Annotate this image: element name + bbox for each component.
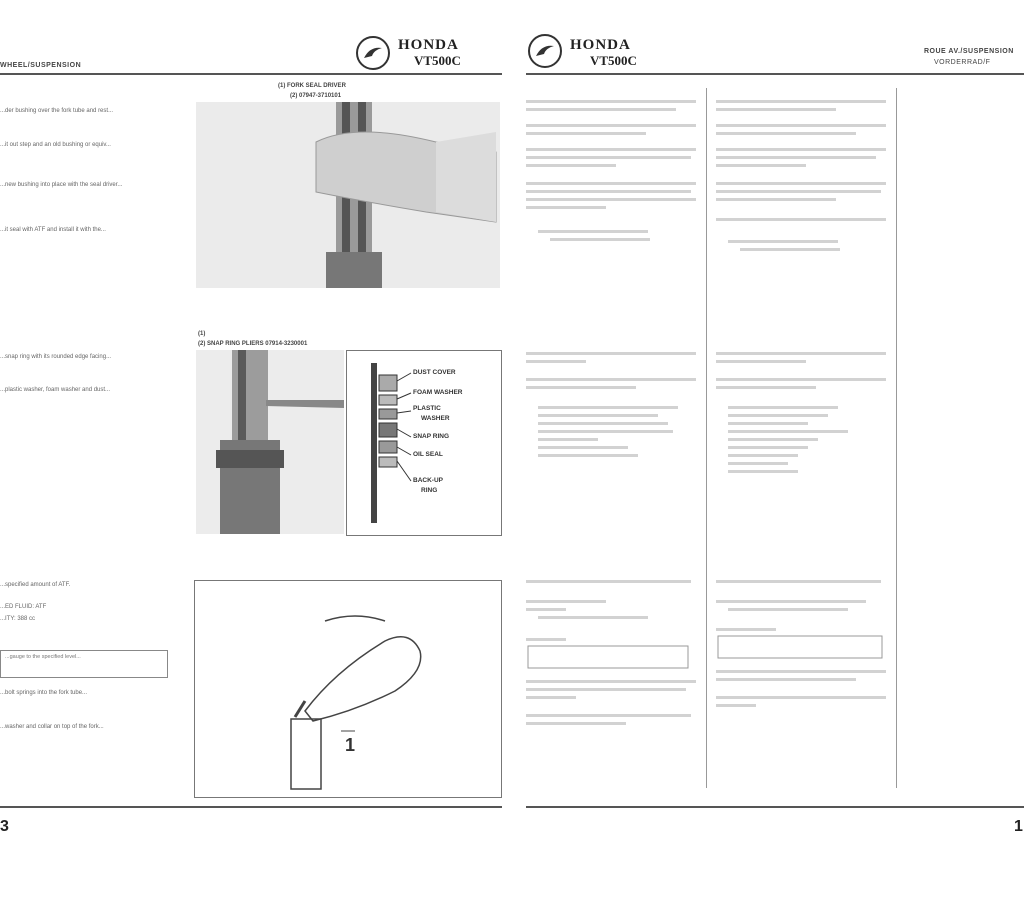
left-header-rule xyxy=(0,73,502,75)
label-washer: WASHER xyxy=(421,415,450,422)
honda-wing-logo-icon xyxy=(356,36,390,70)
honda-wing-logo-icon-right xyxy=(528,34,562,68)
figure1-caption-1: (1) FORK SEAL DRIVER xyxy=(278,83,346,89)
text-block-2: ...it out step and an old bushing or equiv... xyxy=(0,142,111,148)
label-dust-cover: DUST COVER xyxy=(413,369,456,376)
label-back-up: BACK-UP xyxy=(413,477,443,484)
figure1-caption-2: (2) 07947-3710101 xyxy=(290,93,342,99)
right-page-number: 1 xyxy=(1014,818,1023,835)
left-brand: HONDA xyxy=(398,37,459,53)
column-divider-2 xyxy=(896,88,897,788)
text-block-8: ...ED FLUID: ATF xyxy=(0,604,47,610)
left-model: VT500C xyxy=(414,53,461,68)
text-block-3: ...new bushing into place with the seal driver... xyxy=(0,182,123,188)
text-block-4: ...it seal with ATF and install it with the... xyxy=(0,227,106,233)
svg-text:1: 1 xyxy=(345,735,356,755)
seal-stack-diagram xyxy=(346,350,502,536)
text-block-11: ...washer and collar on top of the fork... xyxy=(0,724,104,730)
label-foam-washer: FOAM WASHER xyxy=(413,389,463,396)
label-ring: RING xyxy=(421,487,438,494)
snap-ring-photo xyxy=(196,350,344,534)
note-box: ...gauge to the specified level... xyxy=(0,650,168,678)
text-block-10: ...bolt springs into the fork tube... xyxy=(0,690,88,696)
label-plastic: PLASTIC xyxy=(413,405,441,412)
text-block-7: ...specified amount of ATF. xyxy=(0,582,71,588)
right-model: VT500C xyxy=(590,53,637,68)
left-page-number: 3 xyxy=(0,818,9,835)
text-block-1: ...der bushing over the fork tube and rest... xyxy=(0,108,114,114)
label-oil-seal: OIL SEAL xyxy=(413,451,443,458)
german-column-text xyxy=(716,100,892,720)
fork-fill-illustration xyxy=(194,580,502,798)
text-block-5: ...snap ring with its rounded edge facing... xyxy=(0,354,112,360)
figure2-caption-2: (2) SNAP RING PLIERS 07914-3230001 xyxy=(198,341,308,347)
right-footer-rule xyxy=(526,806,1024,808)
fork-seal-driver-photo xyxy=(196,102,500,288)
right-header-rule xyxy=(526,73,1024,75)
figure2-caption-1: (1) xyxy=(198,331,206,337)
right-brand: HONDA xyxy=(570,37,631,53)
text-block-6: ...plastic washer, foam washer and dust... xyxy=(0,387,111,393)
column-divider-1 xyxy=(706,88,707,788)
left-section-header: WHEEL/SUSPENSION xyxy=(0,62,82,69)
right-section-header-1: ROUE AV./SUSPENSION xyxy=(924,48,1014,55)
label-snap-ring: SNAP RING xyxy=(413,433,449,440)
french-column-text xyxy=(526,100,702,740)
left-footer-rule xyxy=(0,806,502,808)
text-block-9: ...ITY: 388 cc xyxy=(0,616,36,622)
right-section-header-2: VORDERRAD/F xyxy=(934,59,991,66)
